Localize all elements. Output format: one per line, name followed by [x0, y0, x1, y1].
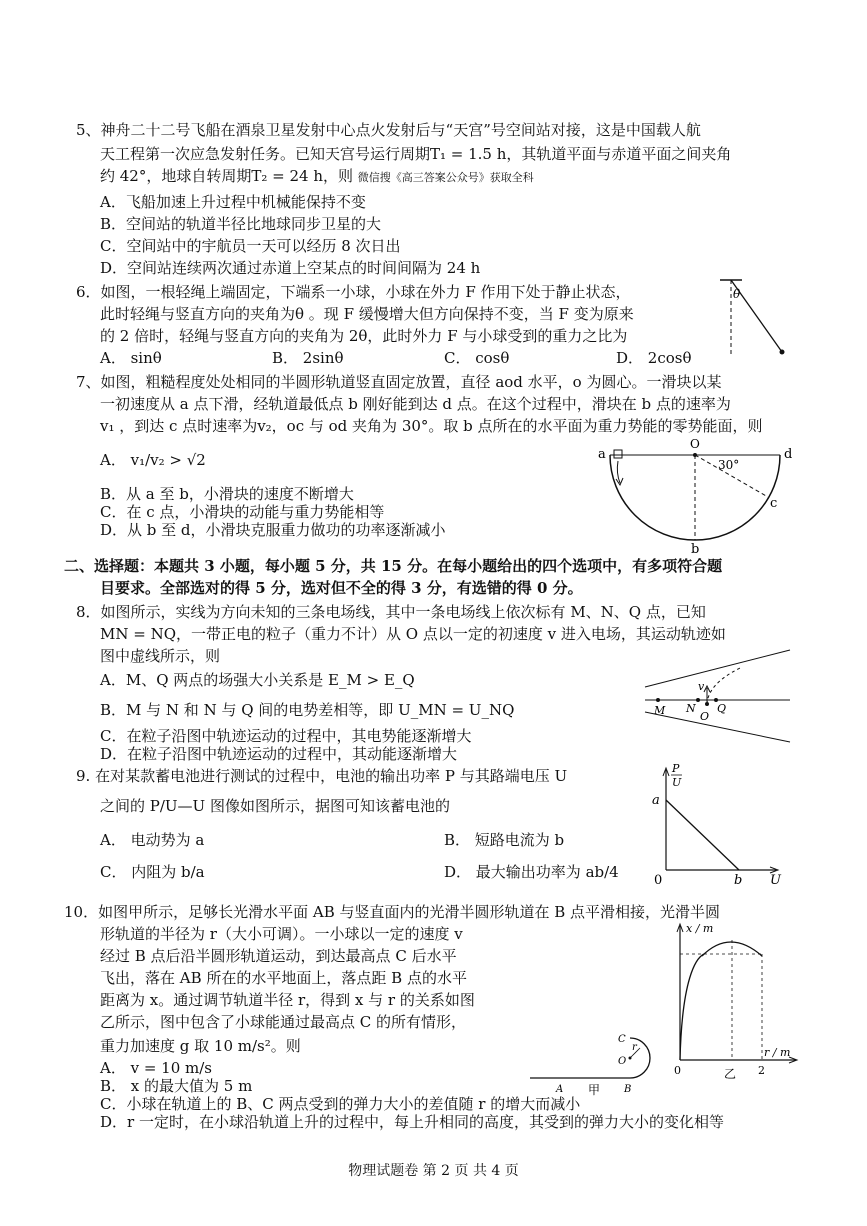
q9-option-c: C． 内阻为 b/a: [100, 863, 205, 881]
q7-fig-o: O: [690, 437, 700, 451]
q5-option-a: A．飞船加速上升过程中机械能保持不变: [100, 193, 366, 211]
page-footer: 物理试题卷 第 2 页 共 4 页: [348, 1163, 519, 1179]
q6-line3: 的 2 倍时，轻绳与竖直方向的夹角为 2θ，此时外力 F 与小球受到的重力之比为: [100, 327, 628, 345]
q6-option-a: A． sinθ: [100, 349, 162, 367]
q10-line3: 经过 B 点后沿半圆形轨道运动，到达最高点 C 后水平: [100, 947, 457, 965]
q9-fig-b: b: [734, 873, 743, 888]
q7-fig-c: c: [770, 496, 778, 511]
q5-line3-text: 约 42°，地球自转周期T₂ = 24 h，则: [100, 167, 353, 185]
q6-line2: 此时轻绳与竖直方向的夹角为θ 。现 F 缓慢增大但方向保持不变，当 F 变为原来: [100, 305, 634, 323]
q5-line3: [100, 166, 534, 188]
q10-fig-r: r: [632, 1042, 637, 1053]
q7-fig-a: a: [598, 447, 606, 462]
q6-fig-theta: θ: [733, 287, 741, 301]
q10-option-b: B． x 的最大值为 5 m: [100, 1077, 253, 1095]
q8-line3: 图中虚线所示，则: [100, 647, 221, 665]
q7-option-c: C．在 c 点，小滑块的动能与重力势能相等: [100, 503, 385, 521]
q9-option-a: A． 电动势为 a: [100, 831, 205, 849]
q7-option-a: A． v₁/v₂ > √2: [100, 451, 206, 469]
q9-fig-u: U: [770, 873, 781, 888]
q9-line2: 之间的 P/U—U 图像如图所示，据图可知该蓄电池的: [100, 797, 450, 815]
q7-figure: [590, 435, 820, 555]
q10-fig-zero: 0: [674, 1064, 681, 1077]
q6-option-c: C． cosθ: [444, 349, 510, 367]
q10-fig-a: A: [556, 1084, 564, 1095]
q7-line2: 一初速度从 a 点下滑，经轨道最低点 b 刚好能到达 d 点。在这个过程中，滑块在 b 点的速率为: [100, 395, 731, 413]
q10-option-a: A． v = 10 m/s: [100, 1059, 213, 1077]
q7-line1: 7、如图，粗糙程度处处相同的半圆形轨道竖直固定放置，直径 aod 水平，o 为圆心。一滑块以某: [76, 373, 722, 391]
q9-option-d: D． 最大输出功率为 ab/4: [444, 863, 619, 881]
q8-option-b: B．M 与 N 和 N 与 Q 间的电势差相等，即 U_MN = U_NQ: [100, 701, 515, 719]
q8-fig-v: v: [698, 680, 705, 693]
q8-fig-m: M: [654, 704, 666, 717]
q10-figure-yi: [668, 918, 800, 1086]
q9-fig-ylabel-top: P: [672, 762, 680, 775]
q6-option-d: D． 2cosθ: [616, 349, 692, 367]
q10-fig-two: 2: [758, 1064, 765, 1077]
section2-line1: 二、选择题：本题共 3 小题，每小题 5 分，共 15 分。在每小题给出的四个选项中，有多项符合题: [64, 557, 723, 575]
q9-option-b: B． 短路电流为 b: [444, 831, 565, 849]
q9-figure: [646, 760, 786, 890]
q7-option-b: B．从 a 至 b，小滑块的速度不断增大: [100, 485, 354, 503]
q10-line5: 距离为 x。通过调节轨道半径 r，得到 x 与 r 的关系如图: [100, 991, 475, 1009]
q10-fig-jia: 甲: [588, 1083, 601, 1097]
q7-line3: v₁ ，到达 c 点时速率为v₂，oc 与 od 夹角为 30°。取 b 点所在的水平面为重力势能的零势能面，则: [100, 417, 763, 435]
q6-figure: [712, 272, 792, 362]
q6-line1: 6．如图，一根轻绳上端固定，下端系一小球，小球在外力 F 作用下处于静止状态，: [76, 283, 631, 301]
q10-fig-b: B: [624, 1084, 632, 1095]
q8-option-c: C．在粒子沿图中轨迹运动的过程中，其电势能逐渐增大: [100, 727, 472, 745]
q9-fig-zero: 0: [654, 873, 663, 888]
q8-option-a: A．M、Q 两点的场强大小关系是 E_M > E_Q: [100, 671, 415, 689]
q10-fig-o: O: [618, 1056, 627, 1067]
q10-figure-jia: [522, 1018, 670, 1100]
q7-fig-b: b: [691, 542, 700, 555]
q8-line1: 8．如图所示，实线为方向未知的三条电场线，其中一条电场线上依次标有 M、N、Q 点，已知: [76, 603, 706, 621]
q7-option-d: D．从 b 至 d，小滑块克服重力做功的功率逐渐减小: [100, 521, 446, 539]
q5-note: 微信搜《高三答案公众号》获取全科: [357, 171, 534, 184]
q8-line2: MN = NQ，一带正电的粒子（重力不计）从 O 点以一定的初速度 v 进入电场，其运动轨迹如: [100, 625, 726, 643]
q10-line2: 形轨道的半径为 r（大小可调）。一小球以一定的速度 v: [100, 925, 463, 943]
q10-line7: 重力加速度 g 取 10 m/s²。则: [100, 1037, 301, 1055]
q10-option-c: C．小球在轨道上的 B、C 两点受到的弹力大小的差值随 r 的增大而减小: [100, 1095, 581, 1113]
q8-figure: [640, 642, 800, 752]
q8-fig-o: O: [700, 710, 710, 723]
q8-option-d: D．在粒子沿图中轨迹运动的过程中，其动能逐渐增大: [100, 745, 458, 763]
q10-option-d: D．r 一定时，在小球沿轨道上升的过程中，每上升相同的高度，其受到的弹力大小的变化相等: [100, 1113, 724, 1131]
q9-line1: 9. 在对某款蓄电池进行测试的过程中，电池的输出功率 P 与其路端电压 U: [76, 767, 568, 785]
q5-line1: 5、神舟二十二号飞船在酒泉卫星发射中心点火发射后与“天宫”号空间站对接，这是中国载人航: [76, 121, 701, 139]
q6-option-b: B． 2sinθ: [272, 349, 344, 367]
q10-fig-xm: x / m: [686, 922, 714, 935]
q10-fig-yi: 乙: [724, 1067, 737, 1081]
q9-fig-ylabel-bot: U: [672, 776, 682, 789]
q8-fig-q: Q: [717, 702, 727, 715]
q7-fig-angle: 30°: [718, 458, 740, 472]
q5-line2: 天工程第一次应急发射任务。已知天宫号运行周期T₁ = 1.5 h，其轨道平面与赤道平面之间夹角: [100, 145, 732, 163]
q10-line6: 乙所示，图中包含了小球能通过最高点 C 的所有情形，: [100, 1013, 467, 1031]
q5-option-b: B．空间站的轨道半径比地球同步卫星的大: [100, 215, 382, 233]
q10-line1: 10．如图甲所示，足够长光滑水平面 AB 与竖直面内的光滑半圆形轨道在 B 点平滑相接，光滑半圆: [64, 903, 721, 921]
q8-fig-n: N: [686, 702, 696, 715]
section2-line2: 目要求。全部选对的得 5 分，选对但不全的得 3 分，有选错的得 0 分。: [100, 579, 583, 597]
q10-fig-c: C: [618, 1034, 626, 1045]
q9-fig-a: a: [652, 793, 660, 808]
q10-fig-rm: r / m: [764, 1046, 791, 1059]
q10-line4: 飞出，落在 AB 所在的水平地面上，落点距 B 点的水平: [100, 969, 467, 987]
q5-option-d: D．空间站连续两次通过赤道上空某点的时间间隔为 24 h: [100, 259, 481, 277]
q5-option-c: C．空间站中的宇航员一天可以经历 8 次日出: [100, 237, 401, 255]
q7-fig-d: d: [784, 447, 793, 462]
